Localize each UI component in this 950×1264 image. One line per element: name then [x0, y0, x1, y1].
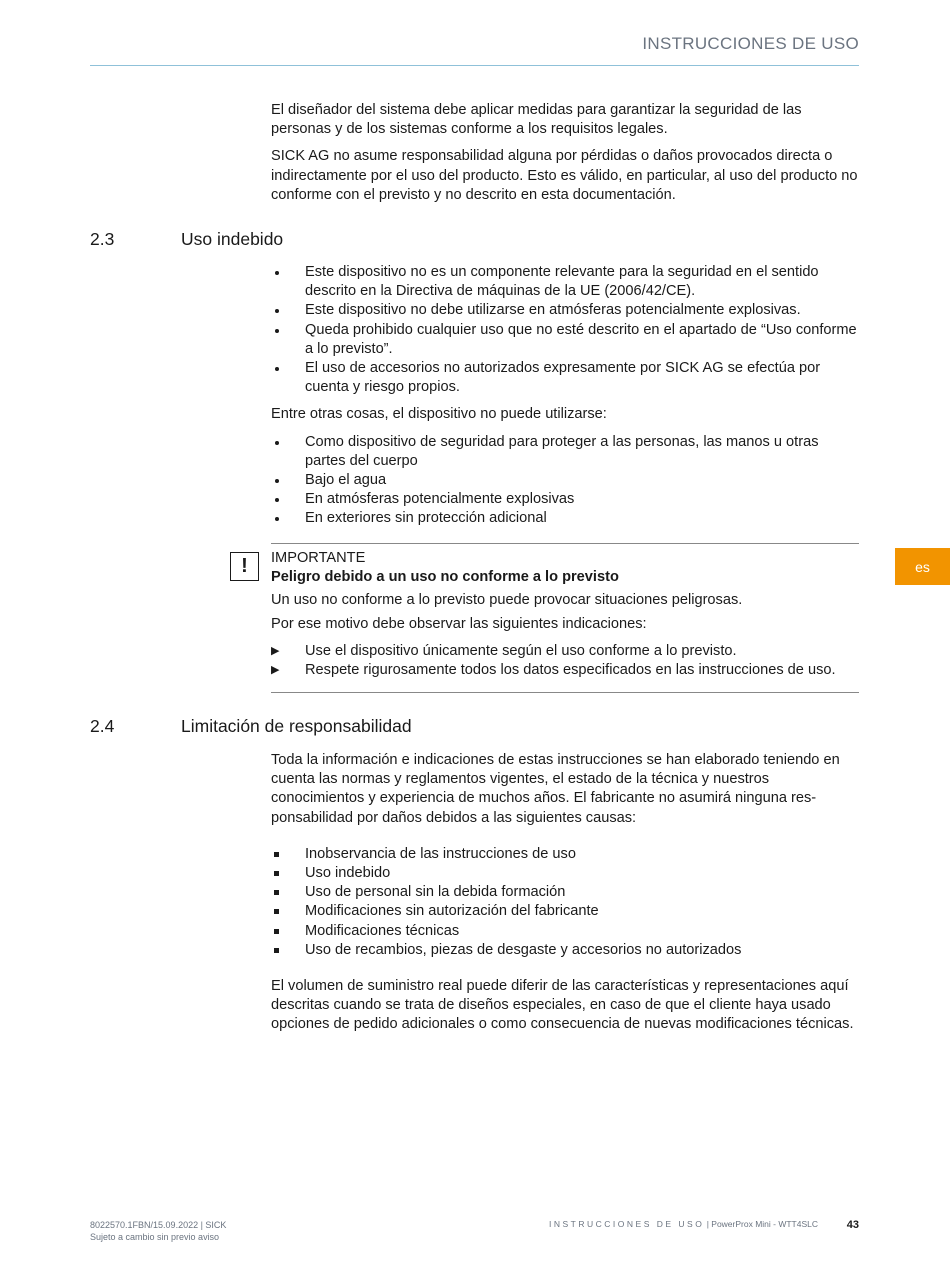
action-text: Use el dispositivo únicamente según el uso conforme a lo previsto.	[305, 642, 737, 659]
notice-action-list	[271, 642, 861, 680]
notice-top-rule	[271, 543, 859, 544]
notice-text: Por ese motivo debe observar las siguientes indicaciones:	[271, 615, 647, 632]
list-item: Este dispositivo no es un componente relevante para la seguridad en el sentido descrito en la Directiva de máquinas de la UE (2006/42/CE).	[271, 263, 861, 301]
section-title: Limitación de responsabilidad	[181, 716, 412, 736]
prohibited-uses-list	[271, 433, 861, 529]
intro-paragraph: SICK AG no asume responsabilidad alguna por pérdidas o daños provocados directa o indirectamente por el uso del producto. Esto es válido, en particular, al uso del producto no conforme con el previsto y no descrito en esta documentación.	[271, 148, 858, 203]
footer-product: | PowerProx Mini - WTT4SLC	[706, 1219, 819, 1229]
misuse-block	[271, 263, 861, 529]
intro-paragraph: El diseñador del sistema debe aplicar medidas para garantizar la seguridad de las personas y de los sistemas conforme a los requisitos legales.	[271, 102, 802, 138]
footer-doc-title	[549, 1219, 818, 1229]
list-item: Modificaciones técnicas	[271, 922, 861, 941]
closing-paragraph: El volumen de suministro real puede diferir de las características y representaciones aquí descritas cuando se trata de diseños especiales, en caso de que el cliente haya usado opciones de pedido adicionales o como consecuencia de nuevas modificaciones técnicas.	[271, 978, 854, 1033]
arrow-right-icon: ▶	[271, 644, 280, 657]
exclamation-icon: !	[230, 552, 259, 581]
intro-block	[271, 101, 861, 205]
action-item	[271, 642, 861, 661]
notice-title: Peligro debido a un uso no conforme a lo previsto	[271, 569, 619, 586]
header-divider	[90, 65, 859, 66]
list-item: Queda prohibido cualquier uso que no esté descrito en el apartado de “Uso conforme a lo previsto”.	[271, 321, 861, 359]
language-tab[interactable]: es	[895, 548, 950, 585]
footer-doc-type: INSTRUCCIONES DE USO	[549, 1219, 705, 1229]
list-item: En atmósferas potencialmente explosivas	[271, 490, 861, 509]
action-text: Respete rigurosamente todos los datos especificados en las instrucciones de uso.	[305, 662, 836, 679]
action-item	[271, 661, 861, 680]
list-item: Modificaciones sin autorización del fabricante	[271, 902, 861, 921]
misuse-list	[271, 263, 861, 397]
list-item: Inobservancia de las instrucciones de uso	[271, 845, 861, 864]
list-item: En exteriores sin protección adicional	[271, 509, 861, 528]
section-title: Uso indebido	[181, 229, 284, 249]
footer-doc-id: 8022570.1FBN/15.09.2022 | SICK	[90, 1220, 227, 1230]
section-number: 2.3	[90, 229, 115, 249]
page-header-title: INSTRUCCIONES DE USO	[642, 34, 859, 53]
footer-doc-info	[90, 1219, 226, 1243]
section-number: 2.4	[90, 716, 115, 736]
list-item: Este dispositivo no debe utilizarse en atmósferas potencialmente explosivas.	[271, 301, 861, 320]
notice-label: IMPORTANTE	[271, 550, 366, 566]
liability-block	[271, 751, 861, 1035]
list-item: Uso de personal sin la debida formación	[271, 883, 861, 902]
arrow-right-icon: ▶	[271, 664, 280, 677]
list-item: Uso de recambios, piezas de desgaste y accesorios no autorizados	[271, 941, 861, 960]
lead-text: Entre otras cosas, el dispositivo no puede utilizarse:	[271, 406, 607, 423]
page-number: 43	[846, 1219, 859, 1231]
notice-text: Un uso no conforme a lo previsto puede provocar situaciones peligrosas.	[271, 592, 743, 609]
list-item: Como dispositivo de seguridad para proteger a las personas, las manos u otras partes del cuerpo	[271, 433, 861, 471]
list-item: Uso indebido	[271, 864, 861, 883]
footer-note: Sujeto a cambio sin previo aviso	[90, 1232, 220, 1242]
liability-paragraph: Toda la información e indicaciones de estas instrucciones se han elaborado teniendo en cuenta las normas y reglamentos vigentes, el estado de la técnica y nuestros conocimientos y experiencia de muchos años. El fabricante no asumirá ninguna res-ponsabilidad por daños debidos a las siguientes causas:	[271, 752, 840, 826]
notice-bottom-rule	[271, 692, 859, 693]
notice-box	[271, 549, 861, 680]
liability-causes-list	[271, 845, 861, 960]
list-item: El uso de accesorios no autorizados expresamente por SICK AG se efectúa por cuenta y riesgo propios.	[271, 359, 861, 397]
list-item: Bajo el agua	[271, 471, 861, 490]
